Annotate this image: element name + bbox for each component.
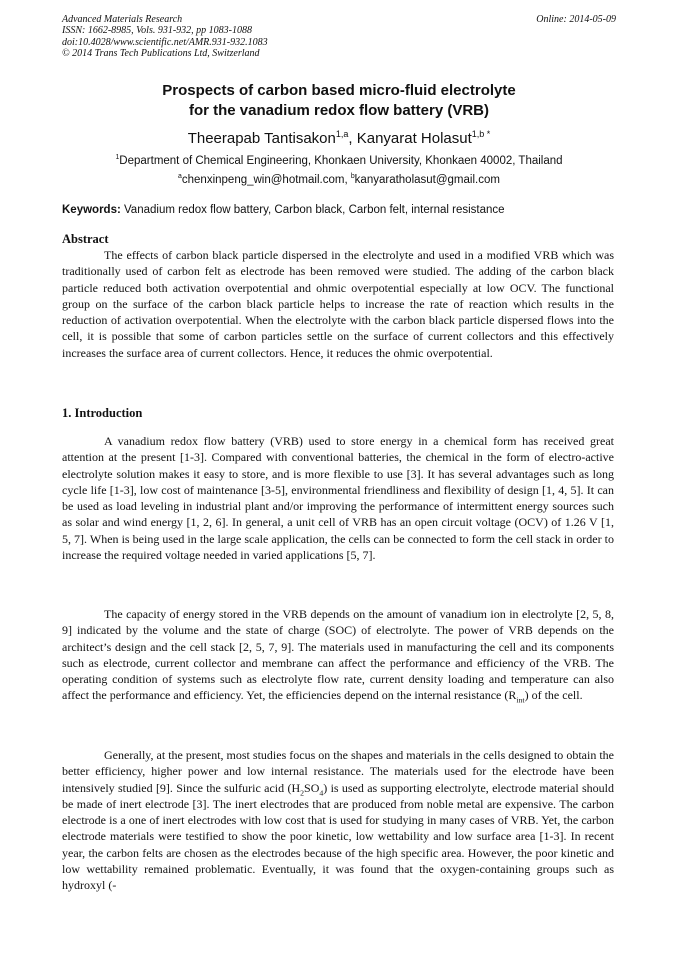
- keywords-label: Keywords:: [62, 204, 121, 216]
- introduction-heading: 1. Introduction: [62, 406, 143, 420]
- intro-p3-text: [62, 747, 614, 894]
- affiliation: [40, 154, 638, 169]
- email-b: kanyaratholasut@gmail.com: [354, 174, 500, 186]
- intro-p2-part-b: ) of the cell.: [524, 688, 583, 703]
- journal-issn: ISSN: 1662-8985, Vols. 931-932, pp 1083-1088: [62, 25, 252, 37]
- author-list: [40, 130, 638, 148]
- author-1-affil: 1,a: [335, 129, 349, 139]
- email-a: chenxinpeng_win@hotmail.com: [181, 174, 345, 186]
- keywords-text: Vanadium redox flow battery, Carbon black, Carbon felt, internal resistance: [120, 204, 505, 216]
- abstract-paragraph: The effects of carbon black particle dispersed in the electrolyte and used in a modified VRB which was traditionally used of carbon felt as electrode has been removed were studied. The adding of the carbon black particle reduced both activation overpotential and ohmic overpotential especially at low OCV. The functional group on the surface of the carbon black particle helps to increase the rate of reaction which results in the reduction of activation overpotential. When the electrolyte with the carbon black particle dispersed flows into the cell, it is possible that some of carbon particles settle on the surface of current collectors and this effectively increases the surface area of current collectors. Hence, it reduces the ohmic overpotential.: [62, 248, 614, 360]
- author-2: Kanyarat Holasut: [356, 130, 472, 147]
- intro-p1-text: A vanadium redox flow battery (VRB) used to store energy in a chemical form has received great attention at the present [1-3]. Compared with conventional batteries, the chemical in the form of electro-active electrolyte solution makes it easy to store, and is more flexible to use [3]. It has several advantages such as long cycle life [1-3], low cost of maintenance [3-5], environmental friendliness and flexibility of design [1, 4, 5]. It can be used as load leveling in industrial plant and/or improving the performance of intermittent energy sources such as solar and wind energy [1, 2, 6]. In general, a unit cell of VRB has an open circuit voltage (OCV) of 1.26 V [1, 5, 7]. When is being used in the large scale application, the cells can be connected to form the cell stack in order to increase the required voltage needed in varied applications [5, 7].: [62, 434, 614, 563]
- email-a-mark: a: [178, 173, 182, 181]
- intro-p3-part-c: ) is used as supporting electrolyte, electrode material should be made of inert electrode [3]. The inert electrodes that are produced from noble metal are expensive. The carbon electrode is a one of inert electrodes with low cost that is used for studying in many cases of VRB. Yet, the carbon electrode materials were testified to show the poor kinetic, low wettability and low surface area [1-3]. In recent year, the carbon felts are chosen as the electrodes because of the high specific area. However, the poor kinetic and low wettability remained problematic. Eventually, it was found that the oxygen-containing groups such as hydroxyl (-: [62, 780, 614, 893]
- h2so4-subscript-4: 4: [319, 787, 324, 797]
- journal-copyright: © 2014 Trans Tech Publications Ltd, Switzerland: [62, 47, 260, 59]
- title-line-2: for the vanadium redox flow battery (VRB): [188, 102, 490, 119]
- author-1: Theerapab Tantisakon: [187, 130, 336, 147]
- author-emails: [40, 173, 638, 188]
- email-b-mark: b: [350, 173, 355, 181]
- online-date: Online: 2014-05-09: [536, 14, 616, 25]
- intro-paragraph-2: [62, 606, 614, 704]
- email-separator: ,: [344, 174, 351, 186]
- intro-paragraph-1: [62, 433, 614, 563]
- rint-subscript: int: [516, 695, 525, 705]
- paper-title: [40, 81, 638, 121]
- author-2-affil: 1,b *: [471, 129, 491, 139]
- journal-name: Advanced Materials Research: [62, 14, 183, 25]
- abstract-heading: Abstract: [62, 232, 109, 246]
- intro-p2-text: [62, 606, 614, 704]
- author-separator: ,: [348, 130, 357, 147]
- journal-doi: doi:10.4028/www.scientific.net/AMR.931-932.1083: [62, 36, 268, 48]
- intro-paragraph-3: [62, 747, 614, 894]
- abstract-body: [62, 247, 614, 361]
- keywords: [62, 203, 622, 218]
- intro-p3-part-b: SO: [304, 780, 320, 795]
- journal-header: [62, 14, 616, 59]
- intro-p2-part-a: The capacity of energy stored in the VRB depends on the amount of vanadium ion in electrolyte [2, 5, 8, 9] indicated by the volume and the state of charge (SOC) of electrolyte. The power of VRB depends on the architect’s design and the cell stack [2, 5, 7, 9]. The materials used in manufacturing the cell and its components such as electrode, current collector and membrane can affect the performance and efficiency of the VRB. The operating condition of systems such as electrolyte flow rate, current density loading and temperature can also affect the performance and efficiency. Yet, the efficiencies depend on the internal resistance (R: [62, 607, 614, 703]
- affiliation-mark: 1: [115, 154, 120, 162]
- intro-p3-part-a: Generally, at the present, most studies focus on the shapes and materials in the cells designed to obtain the better efficiency, higher power and low internal resistance. The materials used for the electrode have been intensively studied [9]. Since the sulfuric acid (H: [62, 748, 614, 795]
- title-line-1: Prospects of carbon based micro-fluid electrolyte: [162, 82, 516, 99]
- affiliation-text: Department of Chemical Engineering, Khonkaen University, Khonkaen 40002, Thailand: [119, 155, 563, 167]
- h2so4-subscript-2: 2: [300, 787, 305, 797]
